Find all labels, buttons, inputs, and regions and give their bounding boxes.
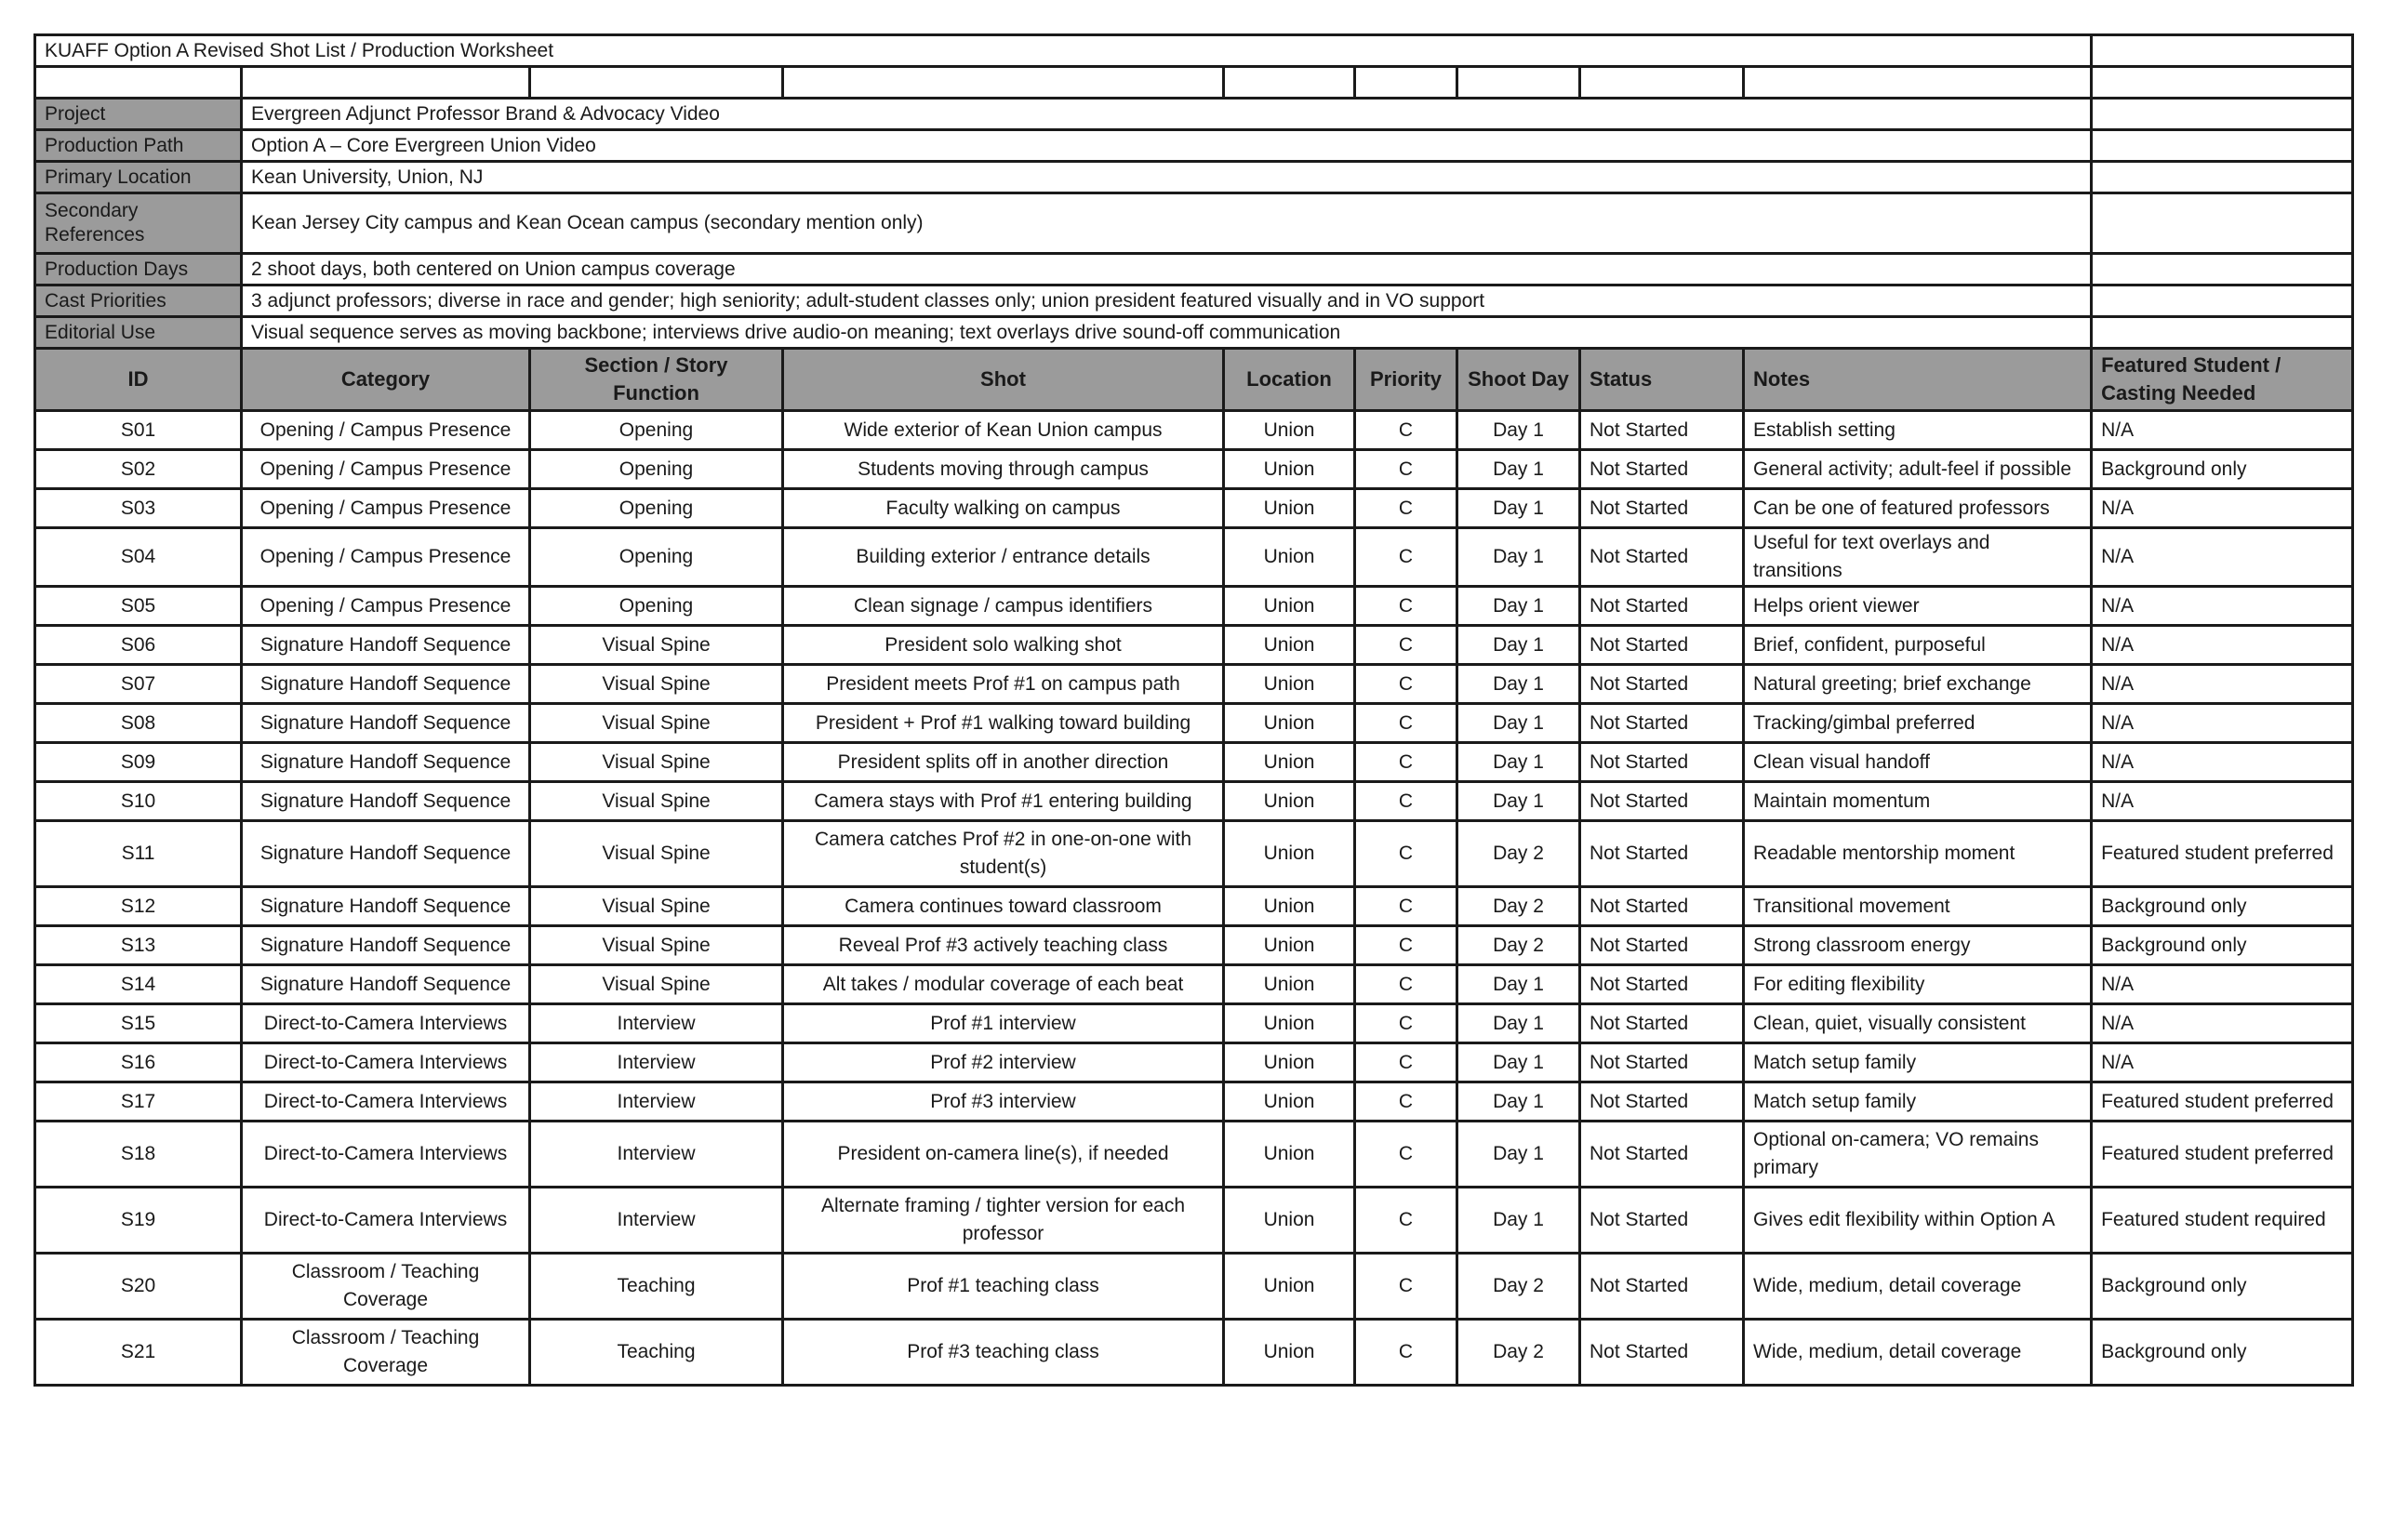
status-cell: Not Started [1580,587,1744,626]
category-cell: Classroom / Teaching Coverage [242,1320,530,1386]
meta-row-cast-priorities [35,285,2353,317]
shoot-day-cell: Day 1 [1457,743,1580,782]
empty-cell [2092,99,2353,130]
shot-id-cell: S20 [35,1254,242,1320]
shot-id-cell: S10 [35,782,242,821]
featured-student-cell: Featured student preferred [2092,821,2353,887]
meta-label: Cast Priorities [35,285,242,317]
shot-id-cell: S09 [35,743,242,782]
notes-cell: Natural greeting; brief exchange [1744,665,2092,704]
meta-row-primary-location [35,162,2353,193]
table-row [35,887,2353,926]
notes-cell: Wide, medium, detail coverage [1744,1254,2092,1320]
status-cell: Not Started [1580,1082,1744,1122]
category-cell: Signature Handoff Sequence [242,782,530,821]
shot-id-cell: S11 [35,821,242,887]
shoot-day-cell: Day 1 [1457,1122,1580,1188]
section-cell: Interview [530,1082,783,1122]
location-cell: Union [1224,704,1355,743]
status-cell: Not Started [1580,489,1744,528]
featured-student-cell: Featured student required [2092,1188,2353,1254]
section-cell: Opening [530,587,783,626]
status-cell: Not Started [1580,782,1744,821]
location-cell: Union [1224,1320,1355,1386]
shot-id-cell: S03 [35,489,242,528]
notes-cell: Tracking/gimbal preferred [1744,704,2092,743]
section-cell: Opening [530,528,783,587]
priority-cell: C [1355,704,1457,743]
notes-cell: Transitional movement [1744,887,2092,926]
priority-cell: C [1355,1004,1457,1043]
location-cell: Union [1224,1004,1355,1043]
notes-cell: Helps orient viewer [1744,587,2092,626]
priority-cell: C [1355,743,1457,782]
location-cell: Union [1224,665,1355,704]
location-cell: Union [1224,782,1355,821]
table-row [35,1254,2353,1320]
status-cell: Not Started [1580,1043,1744,1082]
featured-student-cell: Background only [2092,450,2353,489]
featured-student-cell: N/A [2092,528,2353,587]
shot-id-cell: S14 [35,965,242,1004]
shot-description-cell: Prof #2 interview [783,1043,1224,1082]
section-cell: Visual Spine [530,887,783,926]
priority-cell: C [1355,1320,1457,1386]
column-header-category: Category [242,349,530,411]
section-cell: Interview [530,1122,783,1188]
status-cell: Not Started [1580,1320,1744,1386]
location-cell: Union [1224,887,1355,926]
status-cell: Not Started [1580,926,1744,965]
section-cell: Teaching [530,1254,783,1320]
featured-student-cell: N/A [2092,626,2353,665]
shot-id-cell: S16 [35,1043,242,1082]
category-cell: Opening / Campus Presence [242,587,530,626]
category-cell: Opening / Campus Presence [242,528,530,587]
category-cell: Signature Handoff Sequence [242,965,530,1004]
shoot-day-cell: Day 1 [1457,965,1580,1004]
meta-row-production-days [35,254,2353,285]
empty-cell [2092,130,2353,162]
shoot-day-cell: Day 1 [1457,489,1580,528]
featured-student-cell: N/A [2092,489,2353,528]
meta-row-production-path [35,130,2353,162]
empty-cell [2092,162,2353,193]
meta-label: Primary Location [35,162,242,193]
featured-student-cell: N/A [2092,411,2353,450]
table-row [35,665,2353,704]
empty-cell [530,67,783,99]
section-cell: Visual Spine [530,926,783,965]
featured-student-cell: N/A [2092,1004,2353,1043]
section-cell: Interview [530,1188,783,1254]
empty-cell [2092,317,2353,349]
shot-description-cell: President solo walking shot [783,626,1224,665]
column-header-status: Status [1580,349,1744,411]
meta-label: Production Path [35,130,242,162]
status-cell: Not Started [1580,1188,1744,1254]
empty-cell [242,67,530,99]
shot-id-cell: S19 [35,1188,242,1254]
featured-student-cell: Background only [2092,926,2353,965]
table-row [35,411,2353,450]
category-cell: Direct-to-Camera Interviews [242,1122,530,1188]
shot-id-cell: S05 [35,587,242,626]
priority-cell: C [1355,1188,1457,1254]
priority-cell: C [1355,411,1457,450]
meta-label: Editorial Use [35,317,242,349]
location-cell: Union [1224,626,1355,665]
section-cell: Visual Spine [530,665,783,704]
shoot-day-cell: Day 1 [1457,626,1580,665]
location-cell: Union [1224,1082,1355,1122]
location-cell: Union [1224,1122,1355,1188]
table-row [35,1043,2353,1082]
status-cell: Not Started [1580,411,1744,450]
empty-cell [2092,193,2353,254]
priority-cell: C [1355,1043,1457,1082]
meta-value: 2 shoot days, both centered on Union campus coverage [242,254,2092,285]
empty-cell [1355,67,1457,99]
section-cell: Visual Spine [530,821,783,887]
table-row [35,1004,2353,1043]
meta-value: Kean University, Union, NJ [242,162,2092,193]
shot-id-cell: S18 [35,1122,242,1188]
table-row [35,1122,2353,1188]
location-cell: Union [1224,1254,1355,1320]
location-cell: Union [1224,965,1355,1004]
shoot-day-cell: Day 1 [1457,1188,1580,1254]
shoot-day-cell: Day 1 [1457,450,1580,489]
category-cell: Signature Handoff Sequence [242,887,530,926]
table-row [35,743,2353,782]
notes-cell: Clean, quiet, visually consistent [1744,1004,2092,1043]
shot-description-cell: President + Prof #1 walking toward building [783,704,1224,743]
column-header-row [35,349,2353,411]
location-cell: Union [1224,411,1355,450]
shoot-day-cell: Day 1 [1457,1082,1580,1122]
shoot-day-cell: Day 2 [1457,1254,1580,1320]
featured-student-cell: N/A [2092,965,2353,1004]
notes-cell: For editing flexibility [1744,965,2092,1004]
meta-label: Production Days [35,254,242,285]
meta-label: Secondary References [35,193,242,254]
location-cell: Union [1224,1188,1355,1254]
shot-id-cell: S08 [35,704,242,743]
section-cell: Visual Spine [530,965,783,1004]
table-row [35,489,2353,528]
meta-value: 3 adjunct professors; diverse in race and gender; high seniority; adult-student classes only; union president featured visually and in VO support [242,285,2092,317]
shot-description-cell: Students moving through campus [783,450,1224,489]
meta-row-project [35,99,2353,130]
shot-description-cell: Faculty walking on campus [783,489,1224,528]
shot-description-cell: Clean signage / campus identifiers [783,587,1224,626]
shoot-day-cell: Day 1 [1457,528,1580,587]
category-cell: Signature Handoff Sequence [242,665,530,704]
status-cell: Not Started [1580,626,1744,665]
shot-description-cell: Reveal Prof #3 actively teaching class [783,926,1224,965]
location-cell: Union [1224,1043,1355,1082]
priority-cell: C [1355,528,1457,587]
shot-description-cell: Camera stays with Prof #1 entering building [783,782,1224,821]
table-row [35,1188,2353,1254]
status-cell: Not Started [1580,1004,1744,1043]
shot-id-cell: S15 [35,1004,242,1043]
shot-id-cell: S06 [35,626,242,665]
shoot-day-cell: Day 2 [1457,1320,1580,1386]
priority-cell: C [1355,1122,1457,1188]
notes-cell: Useful for text overlays and transitions [1744,528,2092,587]
shot-id-cell: S21 [35,1320,242,1386]
shoot-day-cell: Day 1 [1457,782,1580,821]
shot-id-cell: S07 [35,665,242,704]
shot-id-cell: S12 [35,887,242,926]
table-row [35,704,2353,743]
empty-cell [1224,67,1355,99]
featured-student-cell: Background only [2092,887,2353,926]
shot-description-cell: Alt takes / modular coverage of each beat [783,965,1224,1004]
status-cell: Not Started [1580,743,1744,782]
column-header-section: Section / Story Function [530,349,783,411]
notes-cell: General activity; adult-feel if possible [1744,450,2092,489]
table-row [35,965,2353,1004]
priority-cell: C [1355,887,1457,926]
empty-cell [2092,285,2353,317]
shoot-day-cell: Day 1 [1457,1043,1580,1082]
category-cell: Opening / Campus Presence [242,411,530,450]
section-cell: Opening [530,489,783,528]
priority-cell: C [1355,821,1457,887]
notes-cell: Can be one of featured professors [1744,489,2092,528]
notes-cell: Match setup family [1744,1082,2092,1122]
table-row [35,821,2353,887]
table-row [35,782,2353,821]
shot-id-cell: S01 [35,411,242,450]
location-cell: Union [1224,587,1355,626]
shot-description-cell: Camera continues toward classroom [783,887,1224,926]
priority-cell: C [1355,587,1457,626]
featured-student-cell: N/A [2092,665,2353,704]
meta-value: Evergreen Adjunct Professor Brand & Advocacy Video [242,99,2092,130]
location-cell: Union [1224,450,1355,489]
featured-student-cell: Featured student preferred [2092,1082,2353,1122]
featured-student-cell: Featured student preferred [2092,1122,2353,1188]
priority-cell: C [1355,489,1457,528]
priority-cell: C [1355,665,1457,704]
featured-student-cell: N/A [2092,1043,2353,1082]
section-cell: Interview [530,1004,783,1043]
table-row [35,626,2353,665]
column-header-shoot-day: Shoot Day [1457,349,1580,411]
priority-cell: C [1355,1082,1457,1122]
status-cell: Not Started [1580,887,1744,926]
status-cell: Not Started [1580,821,1744,887]
empty-cell [35,67,242,99]
category-cell: Opening / Campus Presence [242,450,530,489]
column-header-notes: Notes [1744,349,2092,411]
table-row [35,450,2353,489]
section-cell: Interview [530,1043,783,1082]
meta-row-secondary-references [35,193,2353,254]
notes-cell: Readable mentorship moment [1744,821,2092,887]
featured-student-cell: Background only [2092,1320,2353,1386]
category-cell: Direct-to-Camera Interviews [242,1082,530,1122]
status-cell: Not Started [1580,965,1744,1004]
status-cell: Not Started [1580,665,1744,704]
location-cell: Union [1224,926,1355,965]
category-cell: Signature Handoff Sequence [242,626,530,665]
notes-cell: Establish setting [1744,411,2092,450]
column-header-location: Location [1224,349,1355,411]
shoot-day-cell: Day 2 [1457,926,1580,965]
table-row [35,528,2353,587]
featured-student-cell: N/A [2092,743,2353,782]
shot-description-cell: Prof #1 interview [783,1004,1224,1043]
category-cell: Signature Handoff Sequence [242,926,530,965]
notes-cell: Optional on-camera; VO remains primary [1744,1122,2092,1188]
meta-label: Project [35,99,242,130]
shot-description-cell: Prof #1 teaching class [783,1254,1224,1320]
category-cell: Direct-to-Camera Interviews [242,1188,530,1254]
featured-student-cell: N/A [2092,782,2353,821]
shot-description-cell: President on-camera line(s), if needed [783,1122,1224,1188]
shot-id-cell: S17 [35,1082,242,1122]
category-cell: Classroom / Teaching Coverage [242,1254,530,1320]
section-cell: Visual Spine [530,743,783,782]
notes-cell: Clean visual handoff [1744,743,2092,782]
title-row [35,35,2353,67]
notes-cell: Wide, medium, detail coverage [1744,1320,2092,1386]
section-cell: Visual Spine [530,704,783,743]
section-cell: Visual Spine [530,782,783,821]
notes-cell: Gives edit flexibility within Option A [1744,1188,2092,1254]
empty-cell [783,67,1224,99]
shoot-day-cell: Day 1 [1457,704,1580,743]
section-cell: Opening [530,450,783,489]
priority-cell: C [1355,965,1457,1004]
table-row [35,1320,2353,1386]
empty-cell [2092,67,2353,99]
status-cell: Not Started [1580,704,1744,743]
blank-row [35,67,2353,99]
column-header-shot: Shot [783,349,1224,411]
shoot-day-cell: Day 2 [1457,887,1580,926]
location-cell: Union [1224,528,1355,587]
shoot-day-cell: Day 1 [1457,411,1580,450]
priority-cell: C [1355,450,1457,489]
notes-cell: Strong classroom energy [1744,926,2092,965]
notes-cell: Brief, confident, purposeful [1744,626,2092,665]
shot-description-cell: Wide exterior of Kean Union campus [783,411,1224,450]
notes-cell: Maintain momentum [1744,782,2092,821]
sheet-title: KUAFF Option A Revised Shot List / Production Worksheet [35,35,2092,67]
shot-id-cell: S13 [35,926,242,965]
category-cell: Signature Handoff Sequence [242,704,530,743]
status-cell: Not Started [1580,1254,1744,1320]
table-row [35,587,2353,626]
table-row [35,926,2353,965]
location-cell: Union [1224,821,1355,887]
status-cell: Not Started [1580,450,1744,489]
category-cell: Signature Handoff Sequence [242,821,530,887]
category-cell: Direct-to-Camera Interviews [242,1004,530,1043]
shot-id-cell: S02 [35,450,242,489]
section-cell: Teaching [530,1320,783,1386]
meta-value: Visual sequence serves as moving backbone; interviews drive audio-on meaning; text overlays drive sound-off communication [242,317,2092,349]
category-cell: Signature Handoff Sequence [242,743,530,782]
empty-cell [1457,67,1580,99]
shoot-day-cell: Day 1 [1457,587,1580,626]
meta-value: Kean Jersey City campus and Kean Ocean campus (secondary mention only) [242,193,2092,254]
priority-cell: C [1355,1254,1457,1320]
column-header-featured: Featured Student / Casting Needed [2092,349,2353,411]
empty-cell [1580,67,1744,99]
shot-description-cell: Prof #3 interview [783,1082,1224,1122]
featured-student-cell: Background only [2092,1254,2353,1320]
status-cell: Not Started [1580,528,1744,587]
section-cell: Visual Spine [530,626,783,665]
shot-id-cell: S04 [35,528,242,587]
shot-list-table [33,33,2354,1387]
category-cell: Direct-to-Camera Interviews [242,1043,530,1082]
shoot-day-cell: Day 2 [1457,821,1580,887]
priority-cell: C [1355,926,1457,965]
column-header-id: ID [35,349,242,411]
empty-cell [1744,67,2092,99]
empty-cell [2092,35,2353,67]
priority-cell: C [1355,782,1457,821]
column-header-priority: Priority [1355,349,1457,411]
section-cell: Opening [530,411,783,450]
shot-description-cell: President splits off in another direction [783,743,1224,782]
table-row [35,1082,2353,1122]
shot-description-cell: Alternate framing / tighter version for each professor [783,1188,1224,1254]
location-cell: Union [1224,489,1355,528]
location-cell: Union [1224,743,1355,782]
meta-row-editorial-use [35,317,2353,349]
notes-cell: Match setup family [1744,1043,2092,1082]
featured-student-cell: N/A [2092,587,2353,626]
shot-description-cell: President meets Prof #1 on campus path [783,665,1224,704]
shot-description-cell: Prof #3 teaching class [783,1320,1224,1386]
shoot-day-cell: Day 1 [1457,1004,1580,1043]
shot-description-cell: Building exterior / entrance details [783,528,1224,587]
empty-cell [2092,254,2353,285]
shoot-day-cell: Day 1 [1457,665,1580,704]
meta-value: Option A – Core Evergreen Union Video [242,130,2092,162]
shot-description-cell: Camera catches Prof #2 in one-on-one with student(s) [783,821,1224,887]
priority-cell: C [1355,626,1457,665]
status-cell: Not Started [1580,1122,1744,1188]
featured-student-cell: N/A [2092,704,2353,743]
category-cell: Opening / Campus Presence [242,489,530,528]
